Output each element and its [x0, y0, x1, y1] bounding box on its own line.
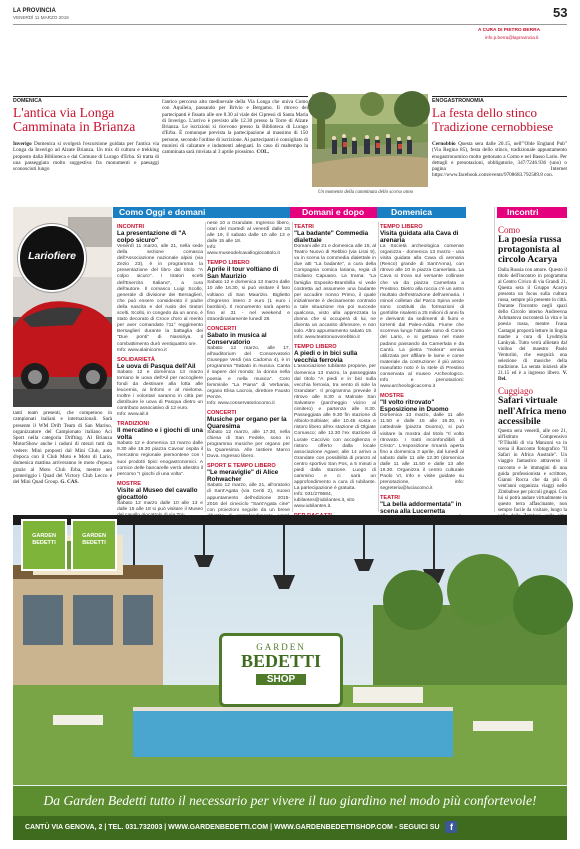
band-incontri: Incontri	[497, 207, 567, 218]
photo-caption: Un momento della camminata dello scorso anno	[318, 190, 414, 195]
article-left-headline	[13, 106, 135, 135]
col-d-event-2-title: "Il volto ritrovato" Esposizione in Duomo	[380, 399, 449, 414]
incontri-sub-1: Como	[498, 225, 521, 235]
col-b-event-4-kicker: SPORT E TEMPO LIBERO	[207, 463, 276, 470]
ad-bag-logo-1-main: BEDETTI	[32, 540, 56, 546]
col-a-event-1-kicker: INCONTRI	[117, 224, 145, 230]
col-b-event-1-body: Sabato 12 e domenica 13 marzo dalle 10 alle 16.30, si può visitare il faro voltiano di San Maurizio. Biglietto d'ingresso intero 2 euro (1 euro i bambini). Il monumento sarà aperto fino al 31 - nel weekend e straordinariamente lunedì 28.	[207, 280, 290, 322]
ad-bag-logo-2-top: GARDEN	[82, 533, 106, 539]
events-column-d	[380, 221, 465, 516]
col-b-event-1	[207, 260, 290, 323]
col-c-event-2-title: A piedi o in bici sulla vecchia ferrovia	[294, 350, 358, 365]
edited-by-prefix: A CURA DI	[478, 28, 503, 33]
band-domenica: Domenica	[377, 207, 466, 218]
incontri-column	[498, 222, 567, 512]
lariofiere-logo-text: Lariofiere	[28, 250, 76, 262]
band-domani-e-dopo: Domani e dopo	[290, 207, 377, 218]
col-c-event-2-kicker: TEMPO LIBERO	[294, 344, 337, 351]
article-right-headline-line1: La festa dello stinco	[432, 105, 538, 120]
events-column-c	[294, 221, 376, 513]
hiking-photo	[312, 94, 428, 187]
col-b-event-2-title: Sabato in musica al Conservatorio	[207, 332, 267, 347]
rule-c-d	[378, 222, 379, 512]
editor-email: info p.berra@laprovincia.it	[485, 35, 539, 40]
garden-bedetti-ad	[13, 515, 567, 840]
ad-bag-logo-2-main: BEDETTI	[82, 540, 106, 546]
ad-bag-logo-1	[21, 519, 67, 571]
col-a-event-1	[117, 224, 203, 354]
col-b-event-4-title: "Le meraviglie" di Alice Rohwacher	[207, 469, 279, 484]
ad-tagline: Da Garden Bedetti tutto il necessario per vivere il tuo giardino nel modo più confortevole!	[13, 786, 567, 816]
article-right-section: ENOGASTRONOMIA	[432, 98, 484, 104]
lariofiere-logo	[18, 224, 86, 292]
col-a-event-2-body: Sabato 12 e domenica 13 marzo tornano le uova dell'Ail per raccogliere fondi da destinare alla lotta alle leucemia, ai linfomi e al mieloma. Inoltre i volontari saranno in città per distribuire le uova di Pasqua dietro un contributo associativo di 12 euro.	[117, 369, 203, 412]
article-right-headline	[432, 106, 553, 134]
col-c-event-1-title: "La badante" Commedia dialettale	[294, 230, 369, 244]
page-number: 53	[553, 5, 568, 20]
col-a-event-1-body: Venerdì 11 marzo, alle 21, nella sede della sezione comasca dell'Associazione nazionale alpini (via Zezio 23), è in programma la presentazione del libro dal titolo "A colpo sicuro". I tiratori scelti dell'Esercito Italiano", a cura dell'autore. Il comasco Luigi Scollo, generale di divisione dei Bersaglieri, che può essere considerato il padre della nascita e del ruolo dei tiratori scelti. Scollo, in congedo da un anno, è stato decorato di Croce d'oro al merito per aver comandato l'11° reggimento Bersaglieri durante la battaglia dei "Due ponti" di Nassiriya. Il combattimento durò ventiquattro ore.	[117, 244, 203, 347]
col-a-event-2-kicker: SOLIDARIETÀ	[117, 356, 155, 363]
col-a-event-4	[117, 481, 203, 519]
incontri-body-2-text: Questa sera venerdì, alle ore 21, all'Istituto Comprensivo "P.Tibaldi di via Manzoni va in scena il Racconto fotografico "Il Safari in Africa Australe". Un viaggio fantastico attraverso il racconto e le immagini di una guida professionista e scrittore, Gianni Rocca che da più di vent'anni organizza viaggi nello Zimbabwe per piccoli gruppi. Con lui si potrà andare virtualmente in questo terra affascinante, non sempre facile da visitare, lungo la	[498, 429, 568, 514]
col-c-event-1-kicker: TEATRI	[294, 224, 314, 230]
col-b-event-2	[207, 326, 290, 407]
col-b-event-3-title: Musiche per organo per la Quaresima	[207, 415, 287, 430]
article-left-lead-word: Inverigo	[13, 141, 32, 147]
ad-logo-garden: GARDEN	[256, 642, 306, 652]
article-left-col2-text: l'antico percorso alto medioevale della Via Longa che univa Como con Aquileia, passando per Brivio e Bergamo. Il ritrovo dei partecipanti è fissato alle ore 8.30 al viale dei Cipressi di Santa Maria di Inverigo. L'arrivo è previsto alle 12.30 presso la Torre di Alzate Brianza. Le iscrizioni si ricevono presso la Biblioteca di Lurago d'Erba. È comunque prevista la partecipazione al massimo di 150 persone, secondo l'ordine di iscrizione. Ai partecipanti è consigliato di munirsi di calzature e indumenti adeguati. In caso di maltempo la camminata sarà rinviata al 3 aprile prossimo.	[162, 99, 308, 156]
col-b-event-1-title: Aprile il tour voltiano di San Maurizio	[207, 266, 279, 281]
masthead: LA PROVINCIA	[13, 8, 56, 14]
incontri-body-1	[498, 268, 567, 384]
ad-central-logo	[219, 633, 343, 707]
ad-footer-text: CANTÙ VIA GENOVA, 2 | TEL. 031.732003 | WWW.GARDENBEDETTI.COM | WWW.GARDENBEDETTISHOP.COM - SEGUICI SU	[25, 824, 440, 831]
events-column-a	[117, 221, 203, 513]
ad-footer	[13, 816, 567, 840]
header-rule	[13, 24, 567, 25]
col-a-event-3-body: Sabato 12 e domenica 13 marzo dalle 9.30 alle 18.30 piazza Cavour ospita il mercatino regionale piemontese con i suoi prodotti tipici enogastronomici. A cornice delle bancarelle verrà allestito il percorso "I giochi di una volta".	[117, 441, 203, 477]
issue-date: VENERDÌ 11 MARZO 2016	[13, 15, 69, 20]
col-c-event-1-info: Info: www.teatronuovorebbio.it	[294, 335, 360, 341]
col-d-event-1-kicker: TEMPO LIBERO	[380, 224, 423, 230]
col-b-event-4-body: Sabato 12 marzo, alle 21, all'oratorio di Sant'Agata (via Ceriti 2), nuovo appuntamento dell'edizione 2015-2016 del cineciclo "Sant'Agata cine" con proiezioni seguite da un breve	[207, 483, 290, 513]
ad-bag-logo-1-top: GARDEN	[32, 533, 56, 539]
col-a-event-3-kicker: TRADIZIONI	[117, 421, 150, 428]
editor-credit	[478, 28, 540, 33]
ad-logo-bedetti: BEDETTI	[240, 651, 322, 671]
col-a-event-4-kicker: MOSTRE	[117, 480, 141, 487]
editor-name: PIETRO BERRA	[503, 28, 541, 33]
article-right-body	[432, 141, 567, 199]
col-c-event-2-info: Info: 031/279684, iubilantes@iubilantes.it, sito www.iubilantes.it.	[294, 492, 355, 510]
col-c-event-1-body: Domani alle 21 e domenica alle 15, al Teatro Nuovo di Rebbio (via Lissi 9), va in scena la commedia dialettale in due atti "La badante", a cura della Compagnia comica lariana, regia di Giuliano Capuano. La trama: "La famiglia Esposito-Brambilla si vede costretta ad assumere una badante per accudire nonno Primo, il quale inizialmente è decisamente contrario a tale situazione ma poi succede qualcosa, visto alla apprezzata la donna che si occuperà di lui, ne diventa un accanito difensore, e non solo. Altro appuntamento sabato 19.	[294, 244, 376, 335]
col-a-event-4-title: Visite al Museo del cavallo giocattolo	[117, 486, 198, 501]
article-left-section-rule	[13, 96, 308, 97]
col-a-event-2-info: Info: www.ail.it	[117, 412, 149, 418]
col-b-event-1-kicker: TEMPO LIBERO	[207, 260, 250, 267]
col-a-event-3-title: Il mercatino e i giochi di una volta	[117, 427, 203, 442]
col-d-event-2-body: Domenica 13 marzo, dalle 11 alle 11.50 e dalle 15 alle 16.30, in cattedrale (piazza Duomo), si può visitare la mostra dal titolo "Il volto ritrovato. I tratti inconfondibili di Cristo". L'esposizione rimarrà aperta fino a domenica 3 aprile, dal lunedì al sabato dalle 11 alle 12.30 (domenica dalle 11 alle 11.50 e dalle 13 alle 16.30. Organizza il centro culturale Paolo VI, info e visite guidate su prenotazione, info: segreteria@luciacomo.it	[380, 413, 464, 492]
motorshow-text	[13, 410, 112, 513]
incontri-headline-2: Safari virtuale nell'Africa meno accessibile	[498, 395, 567, 427]
motorshow-signature: G. CAS.	[60, 479, 79, 486]
ad-bag-logo-2	[71, 519, 117, 571]
col-b-intro: nese 10 a Grandate. Ingresso libero, orari del martedì al venerdì dalle 15 alle 19, il sabato dalle 10 alle 13 e dalle 15 alle 18.	[207, 221, 290, 245]
col-d-event-3-kicker: TEATRI	[380, 495, 400, 502]
col-a-event-3	[117, 421, 203, 478]
incontri-body-1-text: Dalla Russia con amore. Questo il titolo dell'incontro in programma al Centro Civico di via Grandi 21. Questa sera il Gruppo Acarya presenta un focus sulla cultura russa, sempre più presente in città. Durante l'incontro negli spazi dello Circolo interno Andreevna Achmatova racconterà la vita e la poesia russa, mentre Ivana Castagni proporrà letture in lingua madre a cura di Lyudmyla Lankyak. Tutto verrà allietato dal violino del maestro Paolo Venturini, che eseguirà una selezione di musiche della tradizione. La serata inizierà alle 21.15 ed è a ingresso libero.	[498, 267, 568, 377]
col-a-event-1-info: Info: www.alainicomo.it	[117, 347, 167, 353]
col-d-event-2-kicker: MOSTRE	[380, 393, 404, 400]
col-d-event-2	[380, 393, 464, 492]
col-c-event-1	[294, 224, 376, 341]
col-b-event-3-kicker: CONCERTI	[207, 409, 237, 416]
article-left-section: DOMENICA	[13, 98, 42, 104]
article-right-headline-line2: Tradizione cernobbiese	[432, 119, 554, 134]
col-b-event-3	[207, 410, 290, 460]
incontri-sub-2: Cuggiago	[498, 386, 533, 397]
article-left-col2	[162, 99, 308, 197]
band-como-oggi-domani: Como Oggi e domani	[113, 207, 290, 218]
article-right-lead-word: Cernobbio	[432, 141, 456, 147]
rule-b-c	[292, 222, 293, 512]
col-b-event-2-info: Info: www.conservatoriocomo.it	[207, 400, 275, 406]
article-right-section-rule	[432, 96, 567, 97]
col-a-event-4-body: Sabato 12 marzo dalle 10 alle 13 e dalle 15 alle 18 si può visitare il Museo	[117, 500, 203, 512]
incontri-headline-1: La poesia russa protagonista al circolo Acarya	[498, 234, 562, 266]
rule-a-b	[205, 222, 206, 512]
col-c-event-2-body: L'associazione Iubilante propone, per domenica 13 marzo, la passeggiata dal titolo "A piedi e in bici sulla vecchia ferrovia, tra vento di sole la Grandate". Il programma prevede il ritrovo alle 8.30 a Malnate San Salvatore (parcheggio vicino al cimitero) e partenza alle 8.30. Passeggiata alle 9.30 fin stazione di Albiolo-Solbiate; alle 10.45 sosta e ristoro libero all'ex stazione di Olgiate Comasco; alle 12.30 l'ex stazione di Lurate Caccivio con accoglienza e ristoro offerto dalla locale associazione Agave; alle 14 arrivo a Grandate con possibilità di pranzo al centro sportivo San Pos, a 5 minuti a piedi dalla stazione. Luogo di cammino e ci sarà un approfondimento a cura di Iubilante. La partecipazione è gratuita.	[294, 364, 376, 492]
col-b-event-2-kicker: CONCERTI	[207, 326, 237, 333]
article-left-signature: COL.	[256, 149, 270, 156]
col-b-intro-info: Info: www.museodelcavallogiocattolo.it	[207, 245, 280, 257]
col-b-event-2-body: Sabato 12 marzo, alle 17, all'auditorium del Conservatorio Giuseppe Verdi (via Cadorna 4), è in programma "Sabato in musica. Canta il sapere del mondo: la donna nella poesia e nella musica". Coro femminile "La Piana" di Verbania, organo Elisa Lacroix, direttore Fausto Penze.	[207, 346, 290, 400]
incontri-sig-1: V. Del.	[498, 371, 567, 383]
events-column-b	[207, 221, 290, 513]
col-d-event-1	[380, 224, 464, 390]
col-d-event-1-body: La Società archeologica comense organizza - domenica 13 marzo - una visita guidata alla Cava di arenaria (Resco) grande di Sant'Anna), con ritrovo alle 10 in piazza Camerlata. La Cava si trova sul versante collinare che va da piazza Camerlata a Prestino. Dietro alla roccia c'è un antro risultato dell'estrazione dell'arenaria. I minori colletan dal Parco Spina verde sono costituiti da formazioni di gonfolite risalenti a 25 milioni di anni fa e derivanti da sedimenti di fiumi e torrenti dal Paleo-Adda. Fiume che scorreva lungo l'attuale ramo di Como del Lario, e si gettava nel mare padano passando da Camerlata e da Cantù. La pietra "molera" veniva utilizzata per affilare le lame e come materiale da costruzione: il più antico manufatto noto è la stele di Prestino conservata al museo Archeologico. Info e prenotazioni: www.archeologicacomo.it	[380, 244, 465, 390]
article-left-col1	[13, 141, 159, 197]
facebook-icon[interactable]: f	[445, 821, 457, 833]
article-left-headline-line2: Camminata in Brianza	[13, 119, 136, 135]
article-left-col1-text: Domenica si svolgerà l'escursione guidata per l'antica via Longa da Inverigo ad Alzate Brianza. Un mix di cultura e trekking proposto dalla Biblioteca e dal Comune di Lurago d'Erba. Si tratta di una passeggiata molto suggestiva fra monumenti e paesaggi sconosciuti lungo	[13, 141, 159, 173]
motorshow-text-body: tanti team presenti, che competono in campionati italiani e internazionali. Sarà presente il WM Drift Team di San Marino, organizzatore del Campionato italiano Aci Sport nella categoria Drifting. Al Brianza MotorShow anche i raduni di mezzi tutti da vedere: Mini proposti dal Mini Club, auto d'epoca con il Club Moto e Moto di Lario, domenica mattina arriveranno le moto d'epoca grazie al Moto Club Erba, mentre nel pomeriggio i Quad del Victory Club Lecco e del Mini Quad Group.	[13, 410, 112, 486]
ad-logo-shop: SHOP	[256, 674, 306, 685]
col-c-event-2	[294, 344, 376, 510]
col-a-event-1-title: La presentazione di "A colpo sicuro"	[117, 230, 186, 244]
col-a-event-2-title: Le uova di Pasqua dell'Ail	[117, 362, 196, 370]
col-d-event-1-title: Visita guidata alla Cava di arenaria	[380, 230, 459, 244]
rule-d-incontri	[494, 207, 495, 512]
article-right-body-text: Questa sera dalle 20.15, nell'"Olde England Pub" (Via Regina 85), festa dello stinco, tradizionale appuntamento enogastronomico molto gettonato a Como e nel Basso Lario. Per dettagli e prenotazioni, obbligatorie, 347/7246.936 (uno) o pagina Internet https://www.facebook.com/events/9708683.792589.8 con.	[432, 141, 567, 179]
col-b-event-3-body: Sabato 12 marzo, alle 17.30, nella chiesa di San Fedele, sono in programma musiche per organo per la Quaresima. Alle tastiere Marco Duva. Ingresso libero.	[207, 429, 290, 460]
hiking-photo-drawing	[312, 94, 428, 187]
col-a-event-2	[117, 357, 203, 419]
article-left-headline-line1: L'antica via Longa	[13, 105, 115, 120]
col-d-event-3-title: "La bella addormentata" in scena alla Lucernetta	[380, 501, 462, 516]
